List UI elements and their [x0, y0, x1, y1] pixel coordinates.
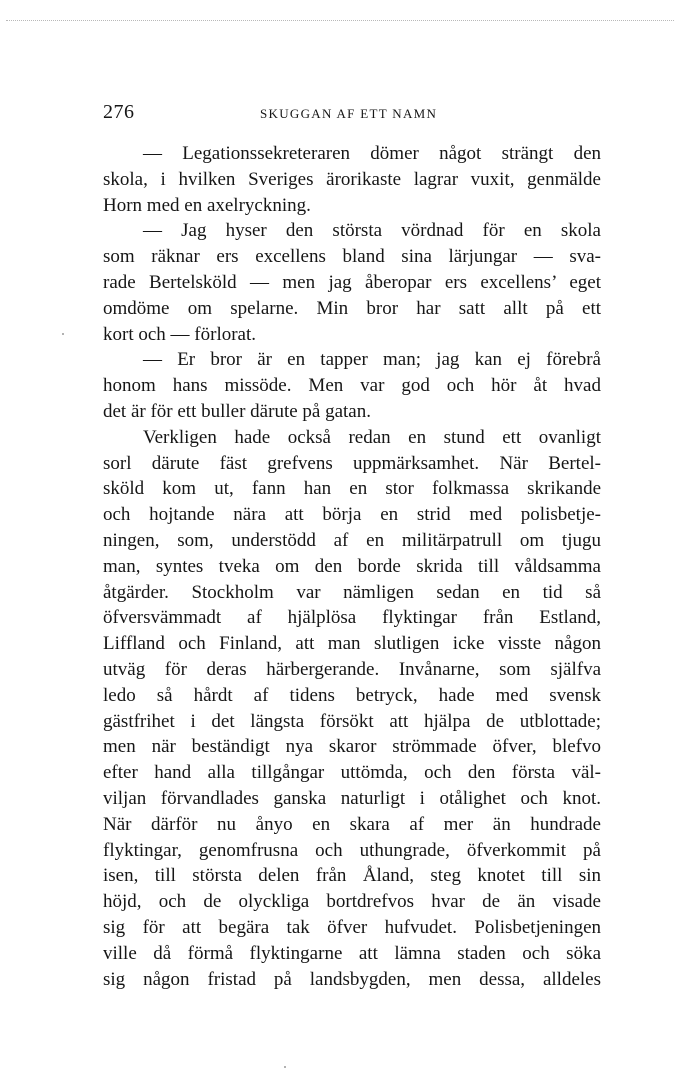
running-head: SKUGGAN AF ETT NAMN	[260, 106, 438, 121]
text-line: kort och — förlorat.	[103, 323, 257, 345]
top-rule	[6, 20, 674, 21]
text-line: öfversvämmadt af hjälplösa flyktingar från Estland,	[103, 607, 601, 629]
text-line: skola, i hvilken Sveriges ärorikaste lagrar vuxit, genmälde	[103, 168, 601, 190]
text-line: — Er bror är en tapper man; jag kan ej förebrå	[143, 349, 601, 371]
text-line: gästfrihet i det längsta försökt att hjälpa de utblottade;	[103, 710, 601, 732]
text-line: utväg för deras härbergerande. Invånarne, som själfva	[103, 658, 601, 680]
body-text	[103, 141, 601, 992]
text-line: Liffland och Finland, att man slutligen icke visste någon	[103, 633, 601, 655]
text-line: — Legationssekreteraren dömer något strängt den	[143, 143, 601, 164]
text-line: rade Bertelsköld — men jag åberopar ers excellens’ eget	[103, 271, 601, 293]
text-line: flyktingar, genomfrusna och uthungrade, öfverkommit på	[103, 839, 601, 861]
paper-speck	[62, 333, 64, 335]
text-line: det är för ett buller därute på gatan.	[103, 400, 371, 422]
text-line: viljan förvandlades ganska naturligt i otålighet och knot.	[103, 787, 601, 809]
text-line: som räknar ers excellens bland sina lärjungar — sva-	[103, 246, 601, 268]
text-line: men när beständigt nya skaror strömmade öfver, blefvo	[103, 736, 601, 758]
text-line: När därför nu ånyo en skara af mer än hundrade	[103, 813, 601, 835]
text-line: sorl därute fäst grefvens uppmärksamhet. När Bertel-	[103, 452, 601, 474]
text-line: ledo så hårdt af tidens betryck, hade med svensk	[103, 684, 601, 706]
text-line: sig någon fristad på landsbygden, men dessa, alldeles	[103, 968, 601, 990]
text-line: Horn med en axelryckning.	[103, 194, 311, 216]
text-line: ville då förmå flyktingarne att lämna staden och söka	[103, 942, 601, 964]
text-line: — Jag hyser den största vördnad för en skola	[143, 220, 601, 242]
page-header	[103, 101, 601, 125]
text-line: och hojtande nära att börja en strid med polisbetje-	[103, 504, 601, 526]
text-line: man, syntes tveka om den borde skrida till våldsamma	[103, 555, 601, 577]
text-line: isen, till största delen från Åland, steg knotet till sin	[103, 865, 601, 887]
text-line: Verkligen hade också redan en stund ett ovanligt	[143, 426, 601, 448]
text-line: ningen, som, understödd af en militärpatrull om tjugu	[103, 529, 601, 551]
text-line: höjd, och de olyckliga bortdrefvos hvar de än visade	[103, 891, 601, 913]
text-line: efter hand alla tillgångar uttömda, och den första väl-	[103, 762, 601, 784]
text-line: omdöme om spelarne. Min bror har satt allt på ett	[103, 297, 601, 319]
text-line: sig för att begära tak öfver hufvudet. Polisbetjeningen	[103, 916, 601, 938]
text-line: sköld kom ut, fann han en stor folkmassa skrikande	[103, 478, 601, 500]
text-line: åtgärder. Stockholm var nämligen sedan en tid så	[103, 581, 601, 603]
text-line: honom hans missöde. Men var god och hör åt hvad	[103, 375, 601, 397]
paper-speck	[284, 1066, 286, 1068]
page-number: 276	[103, 101, 135, 123]
